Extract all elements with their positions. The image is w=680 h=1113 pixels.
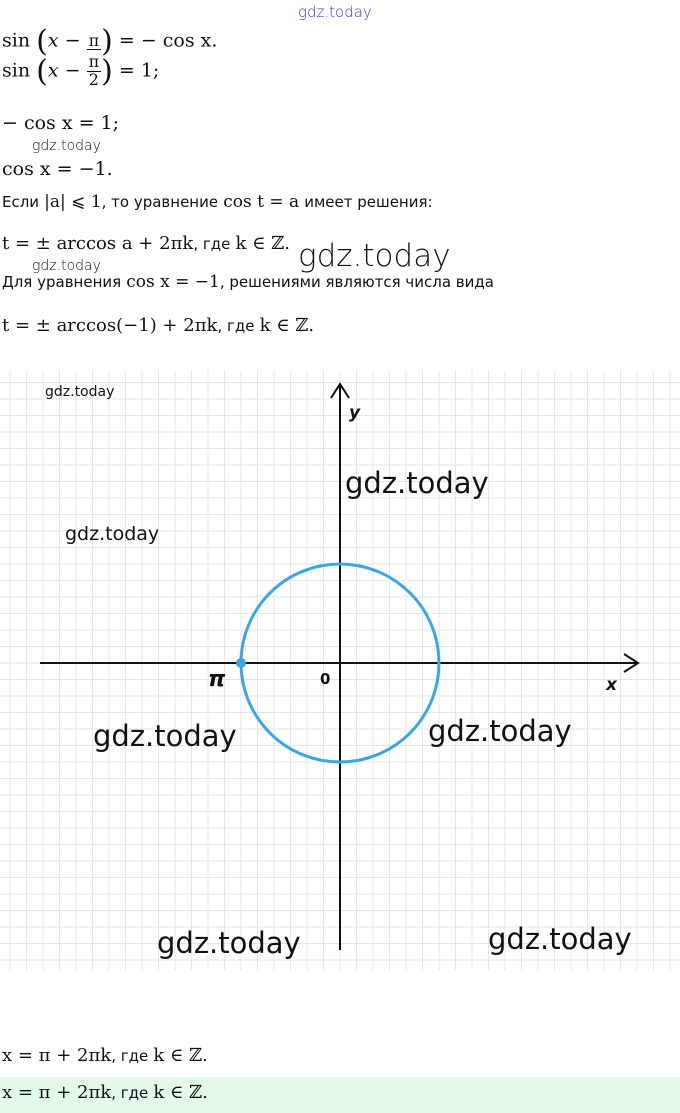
watermark-small-1: gdz.today xyxy=(32,138,101,154)
rule-post: имеет решения: xyxy=(304,193,433,211)
specific-eq: cos x = −1 xyxy=(126,272,220,292)
final-answer xyxy=(2,1082,208,1103)
unit-circle-graph xyxy=(0,370,680,970)
general-solution xyxy=(2,233,290,254)
eq1-minus: − xyxy=(64,29,81,52)
rule-abs: |a| ⩽ 1 xyxy=(44,192,102,212)
equation-4: cos x = −1. xyxy=(2,158,113,180)
eq2-open-paren: ( xyxy=(36,54,48,89)
eq1-rhs: = − cos x. xyxy=(118,29,218,52)
rule-eq: cos t = a xyxy=(223,192,300,212)
final-mid: , где xyxy=(111,1084,149,1102)
general-cond: k ∈ ℤ. xyxy=(235,233,290,254)
specific-solution xyxy=(2,315,314,336)
specific-pre: Для уравнения xyxy=(2,273,122,291)
rule-pre: Если xyxy=(2,193,40,211)
specific-formula: t = ± arccos(−1) + 2πk xyxy=(2,315,218,336)
answer-line xyxy=(2,1045,208,1066)
eq2-close-paren: ) xyxy=(101,54,113,89)
origin-label: 0 xyxy=(320,670,331,688)
answer-cond: k ∈ ℤ. xyxy=(153,1045,208,1066)
final-formula: x = π + 2πk xyxy=(2,1082,112,1103)
watermark-graph-1: gdz.today xyxy=(45,384,115,400)
final-cond: k ∈ ℤ. xyxy=(153,1082,208,1103)
eq2-frac-num: π xyxy=(88,52,100,72)
equation-2 xyxy=(2,54,159,89)
eq1-x: x xyxy=(47,29,59,52)
eq2-fn: sin xyxy=(2,59,31,82)
eq2-fraction xyxy=(87,54,102,89)
general-formula: t = ± arccos a + 2πk xyxy=(2,233,194,254)
eq1-close-paren: ) xyxy=(101,24,113,59)
watermark-top: gdz.today xyxy=(298,3,372,21)
general-mid: , где xyxy=(193,235,231,253)
eq1-fn: sin xyxy=(2,29,31,52)
eq2-x: x xyxy=(47,59,59,82)
rule-mid: , то уравнение xyxy=(101,193,219,211)
watermark-graph-4: gdz.today xyxy=(93,719,237,753)
eq1-fraction xyxy=(87,30,102,51)
point-pi-marker xyxy=(236,658,246,668)
watermark-graph-2: gdz.today xyxy=(345,466,489,500)
watermark-small-2: gdz.today xyxy=(32,258,101,274)
x-axis-label: x xyxy=(606,675,617,695)
eq1-frac-num: π xyxy=(88,30,100,50)
eq2-minus: − xyxy=(64,59,81,82)
watermark-graph-3: gdz.today xyxy=(65,523,160,545)
y-axis-label: y xyxy=(349,403,361,423)
point-pi-label: π xyxy=(208,667,226,692)
specific-post: , решениями являются числа вида xyxy=(219,273,494,291)
watermark-graph-7: gdz.today xyxy=(488,922,632,956)
specific-cond: k ∈ ℤ. xyxy=(259,315,315,336)
eq2-frac-den: 2 xyxy=(88,70,99,89)
answer-mid: , где xyxy=(111,1047,149,1065)
watermark-large-1: gdz.today xyxy=(298,238,451,274)
eq2-rhs: = 1; xyxy=(118,59,160,82)
watermark-graph-5: gdz.today xyxy=(428,714,572,748)
eq1-open-paren: ( xyxy=(36,24,48,59)
specific-mid: , где xyxy=(217,317,255,335)
specific-text xyxy=(2,272,494,292)
rule-text xyxy=(2,192,433,212)
answer-formula: x = π + 2πk xyxy=(2,1045,112,1066)
watermark-graph-6: gdz.today xyxy=(157,926,301,960)
equation-3: − cos x = 1; xyxy=(2,112,120,134)
